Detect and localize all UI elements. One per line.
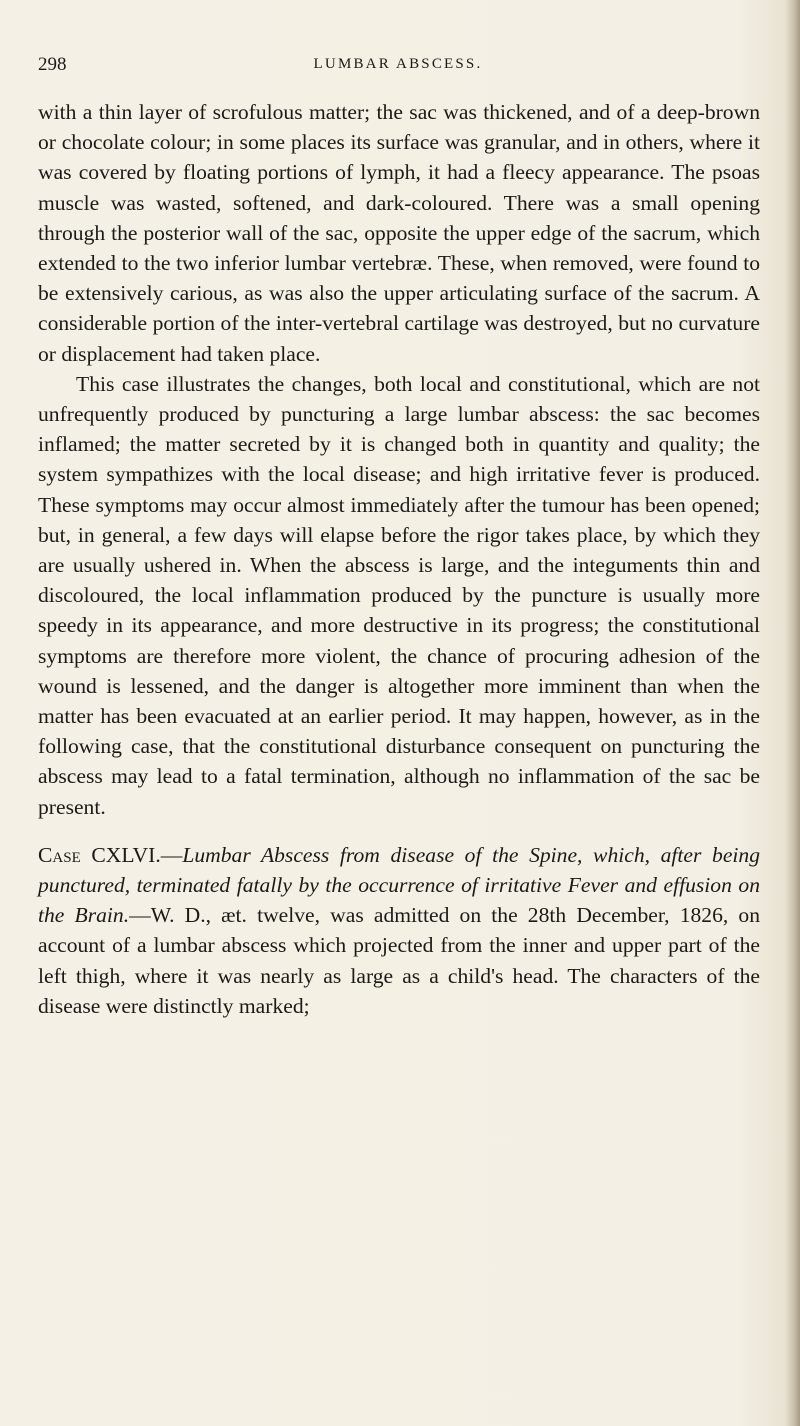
paragraph-continued: with a thin layer of scrofulous matter; the sac was thickened, and of a deep-brown or chocolate colour; in some places its surface was granular, and in others, where it was covered by floating portions of lymph, it had a fleecy appearance. The psoas muscle was wasted, softened, and dark-coloured. There was a small opening through the posterior wall of the sac, opposite the upper edge of the sacrum, which extended to the two inferior lumbar vertebræ. These, when removed, were found to be extensively carious, as was also the upper articulating surface of the sacrum. A considerable portion of the inter-vertebral cartilage was destroyed, but no curvature or displacement had taken place.	[38, 100, 760, 366]
case-body: —W. D., æt. twelve, was admitted on the 28th December, 1826, on account of a lumbar abscess which projected from the inner and upper part of the left thigh, where it was nearly as large as a child's head. The characters of the disease were distinctly marked;	[38, 903, 760, 1018]
running-title: LUMBAR ABSCESS.	[313, 56, 483, 72]
case-title: Lumbar Abscess from disease of the Spine, which, after being punctured, terminated fatally by the occurrence of irritative Fever and effusion on the Brain.	[38, 842, 760, 928]
case-number: Case CXLVI.	[38, 842, 161, 867]
page-edge-shadow	[786, 0, 800, 1426]
case-paragraph	[38, 840, 760, 1021]
paragraph-commentary: This case illustrates the changes, both local and constitutional, which are not unfrequently produced by puncturing a large lumbar abscess: the sac becomes inflamed; the matter secreted by it is changed both in quantity and quality; the system sympathizes with the local disease; and high irritative fever is produced. These symptoms may occur almost immediately after the tumour has been opened; but, in general, a few days will elapse before the rigor takes place, by which they are usually ushered in. When the abscess is large, and the integuments thin and discoloured, the local inflammation produced by the puncture is usually more speedy in its appearance, and more destructive in its progress; the constitutional symptoms are therefore more violent, the chance of procuring adhesion of the wound is lessened, and the danger is altogether more imminent than when the matter has been evacuated at an earlier period. It may happen, however, as in the following case, that the constitutional disturbance consequent on puncturing the abscess may lead to a fatal termination, although no inflammation of the sac be present.	[38, 371, 760, 819]
case-dash: —	[160, 842, 183, 867]
page-number: 298	[38, 54, 67, 75]
running-head	[38, 54, 758, 84]
body-text	[38, 97, 760, 1021]
